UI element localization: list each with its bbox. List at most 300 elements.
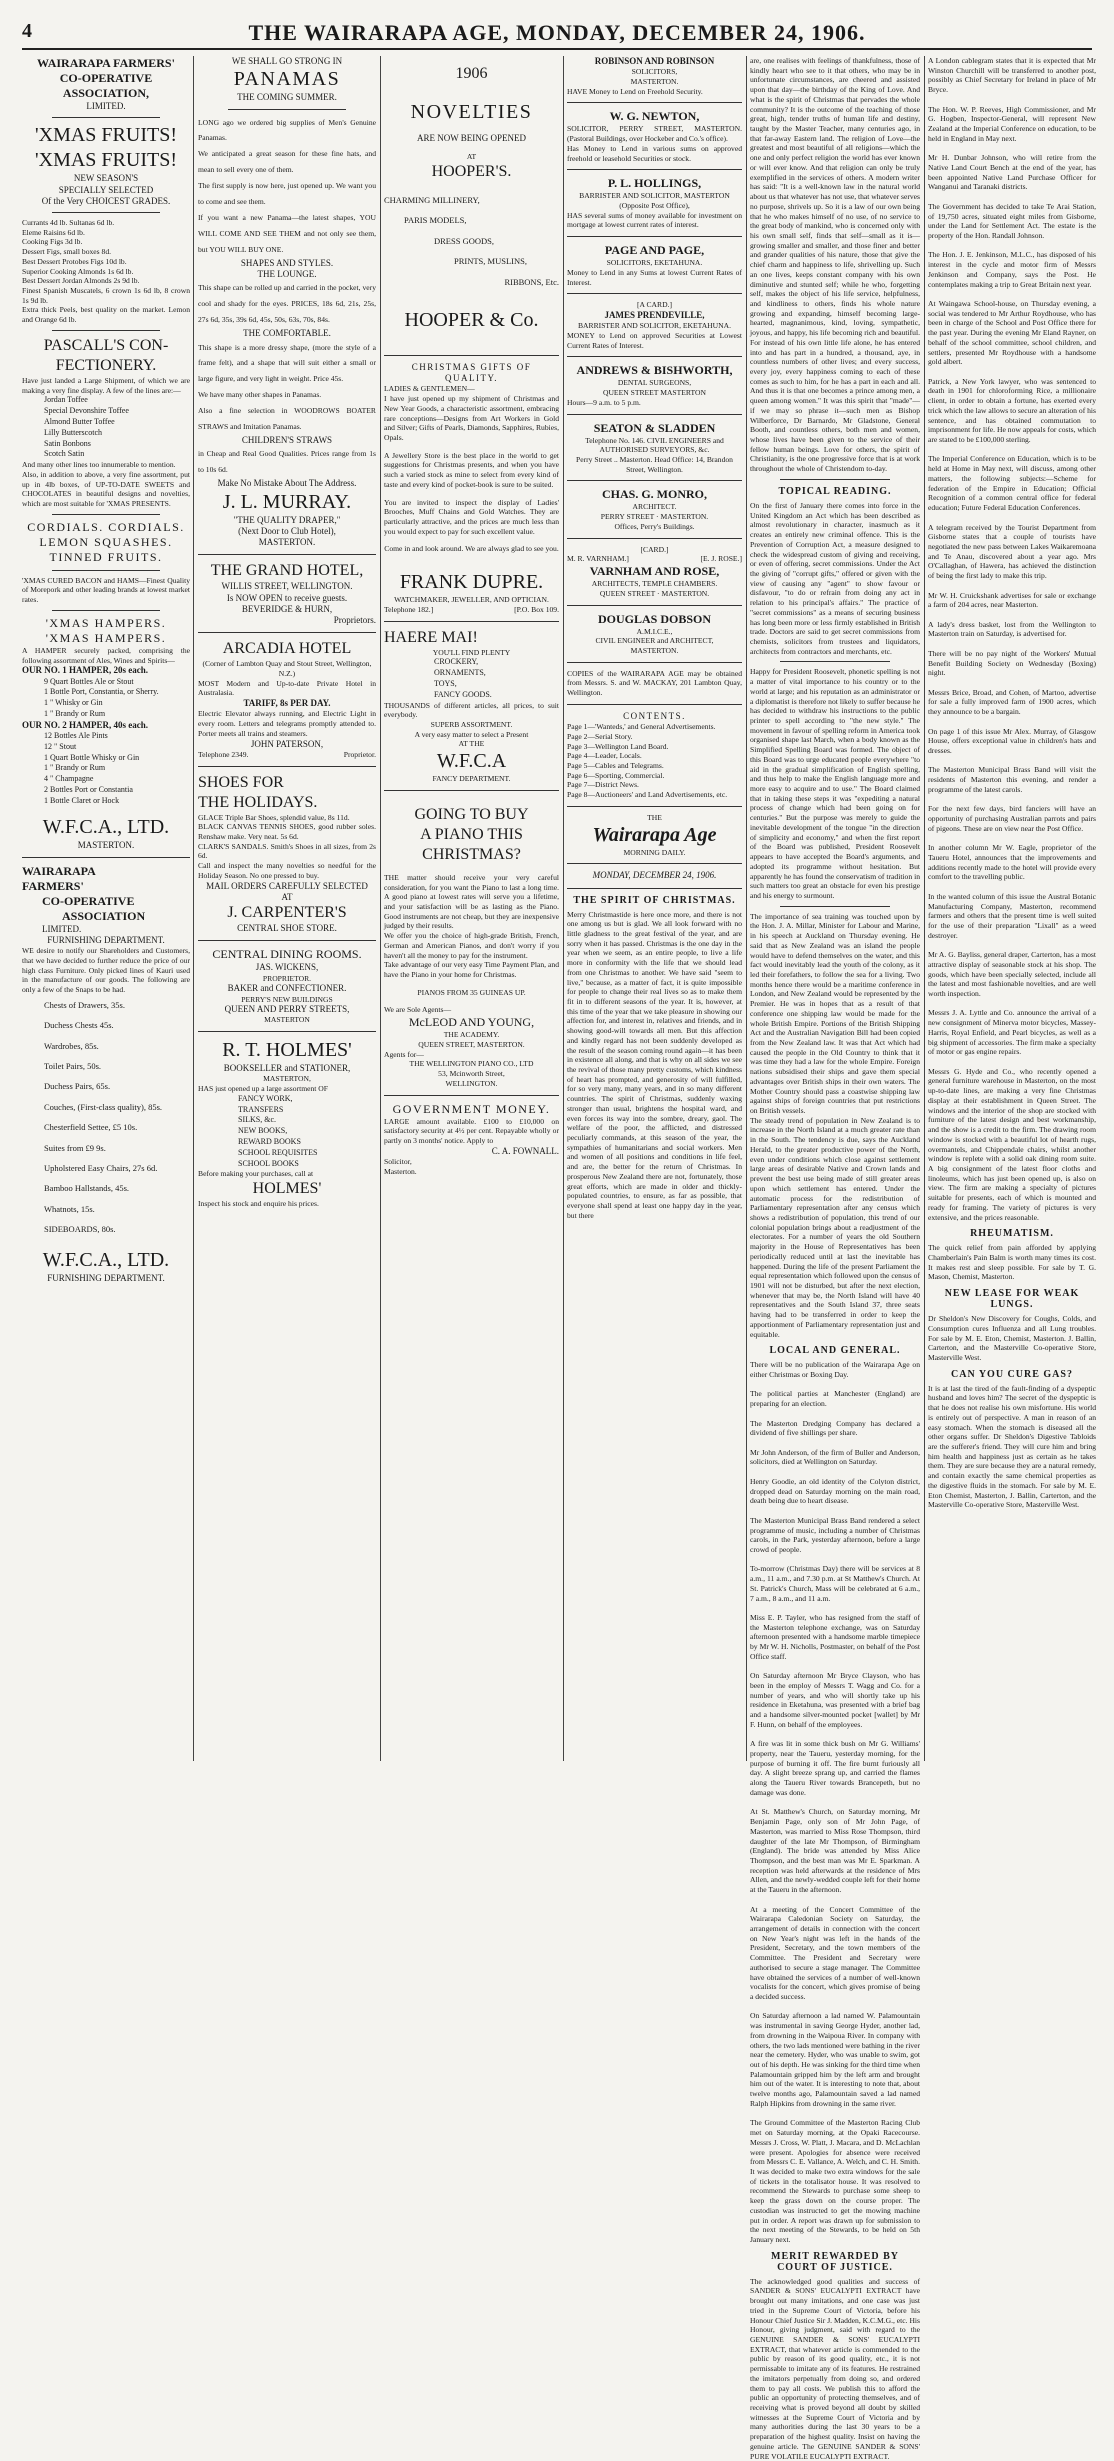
list-item: 1 Bottle Claret or Hock xyxy=(44,795,120,805)
contents-title: CONTENTS. xyxy=(623,710,686,721)
arcadia-hotel-advert xyxy=(198,639,376,759)
news-paragraphs: A London cablegram states that it is expected that Mr Winston Churchill will be transferred to another post, possibly as Chief Secretary for Ireland in place of Mr Bryce. The Hon. W. P. Reeves, High Commissioner, and Mr G. Hogben, Inspector-General, will represent New Zealand at the Imperial Conference on education, to be held in England in May next. Mr H. Dunbar Johnson, who will retire from the Native Land Court Bench at the end of the year, has been appointed Native Land Purchase Officer for Wanganui and Taranaki districts. The Government has decided to take Te Arai Station, of 19,750 acres, situated eight miles from Gisborne, under the Land for Settlement Act. The estate is the property of the Hon. Randall Johnson. The Hon. J. E. Jenkinson, M.L.C., has disposed of his interest in the cycle and motor firm of Messrs Jenkinson and Company, says the Post. He contemplates making a trip to Great Britain next year. At Waingawa School-house, on Thursday evening, a social was tendered to Mr Arthur Roydhouse, who has been in charge of the School and Post Office there for the past year. During the evening Mr Eland Rayner, on behalf of the school committee, school children, and settlers, presented Mr Roydhouse with a handsome gold albert. Patrick, a New York lawyer, who was sentenced to death in 1901 for chloroforming Rice, a millionaire client, in order to obtain a fortune, has exerted every trick which the law allows to secure an alteration of his sentence, and has obtained commutation to imprisonment for life. He now appeals for costs, which are stated to be £100,000 sterling. The Imperial Conference on Education, which is to be held at Home in May next, will discuss, among other matters, the following subjects:—Scheme for federation of the Empire in Education; Official Recognition of a common central office for federal education; Future Federal Education Conferences. A telegram received by the Tourist Department from Gisborne states that a couple of tourists have negotiated the new pass between Lakes Waikaremoana and Te Anau, discovered about a year ago. Mrs O'Callaghan, of Hawera, has achieved the distinction of being the first lady to make this trip. Mr W. H. Cruickshank advertises for sale or exchange a farm of 204 acres, near Masterton. A lady's dress basket, lost from the Wellington to Masterton train on Saturday, is advertised for. There will be no pay night of the Workers' Mutual Benefit Building Society on Wednesday (Boxing) night. Messrs Brice, Broad, and Cohen, of Martoo, advertise for sale a fully improved farm of 1900 acres, which they announce to be a bargain. On page 1 of this issue Mr Alex. Murray, of Glasgow House, offers exceptional value in children's hats and dresses. The Masterton Municipal Brass Band will visit the residents of Masterton this evening, and render a programme of the latest carols. For the next few days, bird fanciers will have an opportunity of purchasing Australian parrots and pairs of pigeons. These are on view near the Post Office. In another column Mr W. Eagle, proprietor of the Taueru Hotel, announces that the improvements and additions recently made to the hotel will provide every comfort to the travelling public. In the wanted column of this issue the Austral Botanic Manufacturing Company, Masterton, recommend farmers and others that the present time is well suited for the use of their preparation "Lixall" as a weed destroyer. Mr A. G. Bayliss, general draper, Carterton, has a most attractive display of seasonable stock at his shop. The goods, which have been specially selected, include all the latest and most fashionable novelties, and are well worth inspection. Messrs J. A. Lyttle and Co. announce the arrival of a new consignment of Minerva motor bicycles, Massey-Harris, Royal Enfield, and Pearl bicycles, as well as a big shipment of accessories. The firm make a specialty of motor or gas engine repairs. Messrs G. Hyde and Co., who recently opened a general furniture warehouse in Masterton, on the most up-to-date lines, are making a very fine Christmas display at their establishment in Queen Street. The windows and the interior of the shop are stocked with furniture of the latest design and best workmanship, and the show is a credit to the firm. The drawing room window is stocked with a beautiful lot of hearth rugs, overmantels, and Chippendale chairs, whilst another window is replete with a solid oak dining room suite. A big consignment of the latest floor cloths and linoleums, which has just been opened up, is also on view. The firm are making a specialty of pictures suitable for presents, each of which is mounted and ready for framing. The variety of pictures is very extensive, and the prices reasonable. xyxy=(928,56,1096,1222)
notice-text: Dr Sheldon's New Discovery for Coughs, Colds, and Consumption cures Influenza and all Lung troubles. For sale by M. E. Eton, Chemist, Masterton. J. Ballin, Carterton, and the Masterville Co-operative Store, Masterville West. xyxy=(928,1314,1096,1362)
ad-text: CLARK'S SANDALS. Smith's Shoes in all sizes, from 2s 6d. xyxy=(198,841,376,861)
card-line: BARRISTER AND SOLICITOR, MASTERTON (Opposite Post Office), xyxy=(579,191,730,210)
contents-item: Page 8—Auctioneers' and Land Advertisements, etc. xyxy=(567,790,728,800)
list-item: SCHOOL BOOKS xyxy=(238,1158,299,1168)
ad-word: GRAND xyxy=(245,562,303,580)
ad-signature: J. CARPENTER'S xyxy=(227,904,347,922)
list-item: DRESS GOODS, xyxy=(434,235,494,246)
government-money-advert xyxy=(384,1102,559,1177)
list-item: Couches, (First-class quality), 85s. xyxy=(44,1101,163,1112)
ad-signature: McLEOD AND YOUNG, xyxy=(408,1015,535,1030)
price-item: Currants 4d lb. Sultanas 6d lb. xyxy=(22,218,115,227)
list-item: TOYS, xyxy=(434,678,457,688)
ad-text: Call and inspect the many novelties so needful for the Holiday Season. No one pressed to buy. xyxy=(198,861,376,880)
ad-section: THE COMFORTABLE. xyxy=(243,328,331,339)
card-line: Telephone No. 146. CIVIL ENGINEERS and AUTHORISED SURVEYORS, &c. xyxy=(585,435,724,455)
card-line: SOLICITORS, xyxy=(631,67,678,77)
contents-item: Page 4—Leader, Locals. xyxy=(567,751,642,761)
list-item: Almond Butter Toffee xyxy=(44,416,115,426)
column-rule xyxy=(380,56,381,1761)
ad-headline: 'XMAS HAMPERS. xyxy=(45,630,167,645)
furniture-list xyxy=(22,995,190,1240)
ad-text: If you want a new Panama—the latest shapes, YOU WILL COME AND SEE THEM and not only see them, but YOU WILL BUY ONE. xyxy=(198,213,376,254)
ad-headline: GOVERNMENT MONEY. xyxy=(392,1101,551,1116)
varnham-card xyxy=(567,545,742,599)
contents-item: Page 5—Cables and Telegrams. xyxy=(567,760,664,770)
ad-phone: Telephone 2349. xyxy=(198,749,249,759)
ad-subheading: LIMITED. xyxy=(42,923,82,934)
hamper-title: OUR NO. 2 HAMPER, 40s each. xyxy=(22,719,148,730)
ad-location: Masterton. xyxy=(384,1166,417,1176)
article-text: The importance of sea training was touched upon by the Hon. J. A. Millar, Minister for Labour and Marine, in his speech at Auckland on Thursday evening. He said that as New Zealand was an island the people would have to defend themselves on the water, and this fact would inevitably lead the youth of the colony, as it led their forefathers, to follow the sea for a living. Two months hence there would be a maritime conference in London, and New Zealand would be represented by the Premier. He was in hopes that as a result of that conference one shipping law would be made for the whole British Empire. Portions of the British Shipping Act and the Australian Navigation Bill had been copied from the New Zealand law. It was that Act which had caused the people in the Old Country to think that it was time they had a law for the whole Empire. Foreign nations subsidised their ships and gave them special advantages over British ships in their own waters. The Mother Country should pass a coastwise shipping law against ships of foreign countries that put restrictions on British vessels. xyxy=(750,911,920,1116)
list-item: Whatnots, 15s. xyxy=(44,1203,95,1214)
dobson-card xyxy=(567,612,742,656)
list-item: 1 Quart Bottle Whisky or Gin xyxy=(44,752,140,762)
ad-line: SUPERB ASSORTMENT. xyxy=(430,719,513,729)
ad-pobox: [P.O. Box 109. xyxy=(514,604,559,614)
ad-text: We have many other shapes in Panamas. xyxy=(198,390,322,400)
ad-headline: ARCADIA HOTEL xyxy=(222,640,352,658)
column-2 xyxy=(198,56,376,1761)
card-line: QUEEN STREET · MASTERTON. xyxy=(599,588,710,598)
ad-line: AT xyxy=(466,152,477,162)
shoes-advert xyxy=(198,773,376,935)
ad-headline xyxy=(198,561,376,581)
ad-line: PIANOS FROM 35 GUINEAS UP. xyxy=(417,987,526,997)
ad-heading: FARMERS' xyxy=(22,878,84,893)
card-line: ARCHITECT. xyxy=(632,502,677,512)
list-item: 4 " Champagne xyxy=(44,774,94,784)
ad-headline: SHOES FOR xyxy=(198,773,284,791)
ad-address: (Corner of Lambton Quay and Stout Street, Wellington, N.Z.) xyxy=(202,659,372,678)
page-number: 4 xyxy=(22,20,32,42)
ad-text: Make No Mistake About The Address. xyxy=(217,478,357,489)
list-item: RIBBONS, Etc. xyxy=(504,276,559,287)
leader-text: Merry Christmastide is here once more, and there is not one among us but is glad. We all look forward with no little gladness to the great festival of the year, and are sorry when it has passed. Christmas is the one day in the year when we seem, as an entire people, to live a life more in conformity with the life that we should lead from one Christmas to another. We have said "seem to live," because, as a matter of fact, it is quite impossible for people to change their real lives so as to make them fit in to different seasons of the year. It is, however, at this time of the year that we take pleasure in showing our affection for, and interest in, relatives and friends, and in showing good-will towards all men. But this affection and kindly regard has not been suddenly developed as the result of the season coming round again—it has been in existence all along, and that is why on all sides we see the revival of those many pretty customs, which kindness of heart has prompted, and generosity of will fulfilled, for so very many, many years, and in so many different countries. The spirit of Christmas, suddenly waxing stronger than usual, brightens the hospital ward, and even forces its way into the sombre, dreary, gaol. The welfare of the poor, the afflicted, and distressed peculiarly commands, at this season of the year, the sympathies of humanitarians and social workers. Men and women of all positions and conditions in life feel, and are, the better for the return of Christmas. In prosperous New Zealand there are not, fortunately, those great efforts, which are made in older and thickly-populated countries, to ensure, as far as possible, that everyone shall spend at least one happy day in the year, but there xyxy=(567,909,742,1220)
notice-heading: CAN YOU CURE GAS? xyxy=(951,1368,1073,1380)
card-name: ROBINSON AND ROBINSON xyxy=(594,56,715,66)
list-item: REWARD BOOKS xyxy=(238,1137,301,1147)
list-item: ORNAMENTS, xyxy=(434,668,486,678)
ad-line: (Next Door to Club Hotel), xyxy=(238,525,336,536)
column-5 xyxy=(750,56,920,2461)
stationery-list xyxy=(198,1094,376,1170)
hamper-list xyxy=(22,731,190,807)
list-item: Special Devonshire Toffee xyxy=(44,406,129,416)
ad-line: JAS. WICKENS, xyxy=(255,962,319,973)
card-line xyxy=(567,554,742,564)
card-name: ANDREWS & BISHWORTH, xyxy=(576,363,733,378)
ad-heading: WAIRARAPA FARMERS' xyxy=(37,56,175,70)
ad-address: 53, Mcinworth Street, xyxy=(438,1069,505,1079)
ad-text: THE matter should receive your very careful consideration, for you want the Piano to last a long time. A good piano at lowest rates will serve you a lifetime, and your satisfaction will be as lasting as the Piano. Good instruments are not cheap, but they are inexpensive judged by their results. xyxy=(384,872,559,931)
list-item: 12 Bottles Ale Pints xyxy=(44,731,108,740)
list-item: 1 " Whisky or Gin xyxy=(44,698,103,708)
column-rule xyxy=(563,56,564,1761)
contents-item: Page 3—Wellington Land Board. xyxy=(567,741,669,751)
ad-address: WILLIS STREET, WELLINGTON. xyxy=(221,581,353,592)
list-item: 9 Quart Bottles Ale or Stout xyxy=(44,676,134,686)
card-text: MONEY to Lend on approved Securities at Lowest Current Rates of Interest. xyxy=(567,331,742,350)
card-partner: [E. J. ROSE.] xyxy=(700,554,742,564)
price-item: Extra thick Peels, best quality on the market. Lemon and Orange 6d lb. xyxy=(22,305,190,325)
ad-role: Proprietor. xyxy=(343,749,376,759)
ad-line: QUEEN AND PERRY STREETS, xyxy=(224,1004,350,1015)
monro-card xyxy=(567,487,742,531)
ad-text: BLACK CANVAS TENNIS SHOES, good rubber soles. Renshaw make. Very neat. 5s 6d. xyxy=(198,822,376,841)
andrews-card xyxy=(567,363,742,407)
ad-signature: W.F.C.A xyxy=(436,750,507,773)
notice-text: The quick relief from pain afforded by applying Chamberlain's Pain Balm is worth many times its cost. It makes rest and sleep possible. For sale by T. G. Mason, Chemist, Masterton. xyxy=(928,1243,1096,1282)
ad-department: FURNISHING DEPARTMENT. xyxy=(47,935,165,946)
ad-line: BOOKSELLER and STATIONER, xyxy=(223,1063,351,1074)
haere-list xyxy=(384,657,559,700)
ad-text: Inspect his stock and enquire his prices. xyxy=(198,1199,319,1209)
list-item: CHARMING MILLINERY, xyxy=(384,194,480,205)
ad-text: I have just opened up my shipment of Christmas and New Year Goods, a characteristic assortment, embracing rare conceptions—Designs from Art Workers in Gold and Silver; Gifts of Pearls, Diamonds, Sapphires, Rubies, Opals. xyxy=(384,394,559,443)
masthead xyxy=(22,18,1092,50)
card-line: MASTERTON. xyxy=(630,76,679,86)
grand-hotel-advert xyxy=(198,561,376,626)
card-name: DOUGLAS DOBSON xyxy=(597,611,712,626)
ad-text: 'XMAS CURED BACON and HAMS—Finest Quality of Morepork and other leading brands at lowest market rates. xyxy=(22,575,190,605)
ad-heading: WAIRARAPA xyxy=(22,863,96,878)
ad-text: MOST Modern and Up-to-date Private Hotel in Australasia. xyxy=(198,678,376,698)
list-item: SILKS, &c. xyxy=(238,1115,276,1125)
ad-line: BEVERIDGE & HURN, xyxy=(241,603,333,614)
hooper-lines xyxy=(384,190,559,292)
list-item: Wardrobes, 85s. xyxy=(44,1040,99,1051)
ad-headline: A PIANO THIS xyxy=(420,825,523,843)
fruit-price-list xyxy=(22,218,190,325)
list-item: Suites from £9 9s. xyxy=(44,1142,106,1153)
leader-heading: THE SPIRIT OF CHRISTMAS. xyxy=(573,894,736,906)
card-text: Money to Lend in any Sums at lowest Current Rates of Interest. xyxy=(567,267,742,287)
card-line: QUEEN STREET MASTERTON xyxy=(602,388,707,398)
confectionery-list xyxy=(22,395,190,460)
card-line: Offices, Perry's Buildings. xyxy=(614,521,695,531)
card-line: SOLICITOR, PERRY STREET, MASTERTON. (Pastoral Buildings, over Hockeber and Co.'s office). xyxy=(567,124,742,144)
card-name: SEATON & SLADDEN xyxy=(593,420,716,435)
ad-phone: Telephone 182.] xyxy=(384,604,434,614)
notice-heading: RHEUMATISM. xyxy=(970,1228,1054,1240)
ad-name: HOOPER'S. xyxy=(431,162,512,180)
ad-signature: W.F.C.A., LTD. xyxy=(42,1248,170,1271)
card-line: Perry Street .. Masterton. Head Office: 14, Brandon Street, Wellington. xyxy=(576,455,733,474)
card-name: CHAS. G. MONRO, xyxy=(602,487,707,502)
ad-text: The first supply is now here, just opened up. We want you to come and see them. xyxy=(198,181,376,207)
ad-text: THOUSANDS of different articles, all prices, to suit everybody. xyxy=(384,700,559,720)
list-item: 1 " Brandy or Rum xyxy=(44,708,106,718)
price-item: Best Dessert Protobes Figs 10d lb. xyxy=(22,256,127,266)
ad-text: This shape is a more dressy shape, (more the style of a frame felt), and a shape that will suit either a small or large figure, and very light in weight. Price 45s. xyxy=(198,342,376,384)
merit-heading: MERIT REWARDED BY COURT OF JUSTICE. xyxy=(771,2250,899,2273)
hamper-list xyxy=(22,677,190,720)
nameplate: Wairarapa Age xyxy=(592,823,717,846)
ad-line: YOU'LL FIND PLENTY xyxy=(432,647,511,657)
ad-line xyxy=(384,605,559,615)
newton-card xyxy=(567,109,742,163)
list-item: Toilet Pairs, 50s. xyxy=(44,1061,102,1072)
contents-box xyxy=(567,711,742,800)
ad-line: THE ACADEMY. xyxy=(443,1030,500,1040)
ad-text: You are invited to inspect the display of Ladies' Brooches, Muff Chains and Gold Watches. They are particularly attractive, and the prices are much less than you would expect to pay for such excellent value. xyxy=(384,497,559,536)
ad-line: NEW SEASON'S xyxy=(73,173,139,184)
ad-text: in Cheap and Real Good Qualities. Prices range from 1s to 10s 6d. xyxy=(198,449,376,475)
list-item: 12 " Stout xyxy=(44,741,77,751)
local-general-heading: LOCAL AND GENERAL. xyxy=(769,1345,901,1357)
list-item: 1 " Brandy or Rum xyxy=(44,763,106,773)
ad-location: WELLINGTON. xyxy=(445,1078,498,1088)
card-text: HAVE Money to Lend on Freehold Security. xyxy=(567,86,703,96)
piano-advert xyxy=(384,797,559,1089)
ad-signature: FRANK DUPRE. xyxy=(399,571,544,594)
ad-headline: PANAMAS xyxy=(233,68,341,91)
article-text: Happy for President Roosevelt, phonetic spelling is not a matter of vital importance to his country or to the world at large; and his reputation as an administrator or a diplomatist is therefore not likely to suffer because he has decided to withdraw his instructions to the public printer to spell according to "the new style." The movement in favour of spelling reform in America took organised shape last March, when a body known as the Simplified Spelling Board was formed. The object of this Board was to urge educated people everywhere "to aid in the gradual simplification of English spelling, and thus help to make the English language more and more easy to acquire and to use." The Board claimed that in taking these steps it was "expediting a natural process of change which had been going on for centuries." But the purpose was merely to guide the inevitable development of the tongue "in the direction of simplicity and economy," and when the first report of the Board was published, President Roosevelt appears to have accepted the Board's arguments, and adopted its programme without hesitation. But apparently he has found the conservatism of tradition in such matters too great an obstacle for even his prestige and his energy to surmount. xyxy=(750,667,920,900)
ad-line: Solicitor, xyxy=(384,1156,412,1166)
list-item: Duchess Chests 45s. xyxy=(44,1020,114,1031)
panama-advert xyxy=(198,56,376,548)
ad-line: PROPRIETOR. xyxy=(262,973,312,983)
ad-line: AT xyxy=(281,891,293,902)
ad-line: We are Sole Agents— xyxy=(384,1005,452,1015)
list-item: Scotch Satin xyxy=(44,449,85,459)
holmes-advert xyxy=(198,1038,376,1209)
list-item: 2 Bottles Port or Constantia xyxy=(44,784,133,794)
ad-line: BAKER and CONFECTIONER. xyxy=(227,983,347,994)
ad-subheading: THE COMING SUMMER. xyxy=(237,92,337,103)
haere-mai-advert xyxy=(384,628,559,784)
ad-text: Electric Elevator always running, and Electric Light in every room. Letters and telegrams promptly attended to. Porter meets all trains and steamers. xyxy=(198,709,376,738)
card-line: SOLICITORS, EKETAHUNA. xyxy=(606,258,703,268)
ad-line: Of the Very CHOICEST GRADES. xyxy=(41,195,171,206)
page-card xyxy=(567,243,742,287)
ad-department: FURNISHING DEPARTMENT. xyxy=(47,1272,165,1283)
ad-text: Come in and look around. We are always glad to see you. xyxy=(384,544,559,554)
column-3 xyxy=(384,56,559,1761)
ad-text: A HAMPER securely packed, comprising the following assortment of Ales, Wines and Spirits— xyxy=(22,645,190,665)
ad-text: HAS just opened up a large assortment OF xyxy=(198,1084,328,1094)
ad-headline: CENTRAL DINING ROOMS. xyxy=(212,947,362,962)
card-line: PERRY STREET · MASTERTON. xyxy=(600,512,709,522)
ad-text: LARGE amount available. £100 to £10,000 on satisfactory security at 4½ per cent. Repayable wholly or partly on 3 months' notice. Apply to xyxy=(384,1116,559,1145)
ad-text: Also, in addition to above, a very fine assortment, put up in 4lb boxes, of UP-TO-DATE SWEETS and CHOCOLATES in beautiful designs and novelties, which are most suitable for 'XMAS PRESENTS. xyxy=(22,469,190,508)
notice-text: It is at last the tired of the fault-finding of a dyspeptic husband and loves him? The secret of the dyspeptic is that he does not realise his own misfortune. His world is entirely out of perspective. A man in reason of an easy stomach. When the stomach is diseased all the other organs suffer. Dr Sheldon's Digestive Tabloids are the sufferer's friend. They will cure him and bring him health and happiness just as certain as he takes them. They are sure because they are a natural remedy, and contain exactly the same chemical properties as the digestive fluids in the stomach. For sale by M. E. Eton Chemist, Masterton, J. Ballin, Carterton, and the Masterville Co-operative Store, Masterville West. xyxy=(928,1383,1096,1510)
ad-year: 1906 xyxy=(455,65,488,82)
list-item: SCHOOL REQUISITES xyxy=(238,1147,318,1157)
wfca-furnishing-advert xyxy=(22,864,190,1284)
card-name: PAGE AND PAGE, xyxy=(604,243,705,258)
ad-line: WATCHMAKER, JEWELLER, AND OPTICIAN. xyxy=(394,595,549,605)
article-text: On the first of January there comes into force in the United Kingdom an Act which has been described as almost revolutionary in character, inasmuch as it creates an entirely new criminal offence. This is the Prevention of Corruption Act, a measure designed to check the widespread custom of giving and receiving, or even of offering, secret commissions. Under the Act the giving of "corrupt gifts," offered or given with the view of causing any "agent" to show favour or disfavour, "to do or refrain from doing any act in relation to his principal's affairs." The practice of "secret commissions" as a means of securing business has long been more or less firmly established in British trade. Doctors are said to get secret commissions from chemists, solicitors from trustees and liquidators, architects from contractors and merchants, etc. xyxy=(750,500,920,656)
list-item: FANCY WORK, xyxy=(238,1093,293,1103)
list-item: SIDEBOARDS, 80s. xyxy=(44,1224,116,1235)
column-6 xyxy=(928,56,1096,1761)
ad-line: THE WELLINGTON PIANO CO., LTD xyxy=(409,1059,534,1069)
ad-headline: PASCALL'S CON- xyxy=(43,336,169,354)
ad-line xyxy=(198,750,376,760)
ad-subheading: LIMITED. xyxy=(86,101,126,111)
list-item: NEW BOOKS, xyxy=(238,1126,288,1136)
ad-headline: 'XMAS HAMPERS. xyxy=(45,615,167,630)
wfca-fruit-advert xyxy=(22,56,190,851)
ad-line: A very easy matter to select a Present xyxy=(414,729,529,739)
list-item: Upholstered Easy Chairs, 27s 6d. xyxy=(44,1163,158,1174)
card-line: DENTAL SURGEONS, xyxy=(617,378,692,388)
list-item: CROCKERY, xyxy=(434,657,479,667)
ad-headline: NOVELTIES xyxy=(410,101,533,123)
ad-word: HOTEL, xyxy=(306,562,364,580)
ad-headline: CORDIALS. CORDIALS. xyxy=(27,519,185,534)
ad-text: And many other lines too innumerable to mention. xyxy=(22,460,176,470)
ad-line: JOHN PATERSON, xyxy=(250,738,324,749)
contents-item: Page 2—Serial Story. xyxy=(567,731,633,741)
ad-headline: 'XMAS FRUITS! xyxy=(35,124,177,147)
ad-line: AT THE xyxy=(458,739,485,749)
contents-item: Page 1—'Wanteds,' and General Advertisements. xyxy=(567,722,716,732)
card-line: MASTERTON. xyxy=(630,645,679,655)
list-item: Chests of Drawers, 35s. xyxy=(44,999,125,1010)
ad-headline: GOING TO BUY xyxy=(414,805,529,823)
ad-headline: QUALITY. xyxy=(444,373,499,384)
price-item: Dessert Figs, small boxes 8d. xyxy=(22,247,112,257)
ad-location: MASTERTON. xyxy=(258,537,316,547)
ad-tariff: TARIFF, 8s PER DAY. xyxy=(243,698,331,709)
ad-heading: CO-OPERATIVE xyxy=(42,893,135,908)
ad-text: We anticipated a great season for these fine hats, and mean to sell every one of them. xyxy=(198,149,376,175)
card-line: Hours—9 a.m. to 5 p.m. xyxy=(567,397,641,407)
card-name: P. L. HOLLINGS, xyxy=(607,176,702,191)
ad-line: Agents for— xyxy=(384,1049,424,1059)
card-line: A.M.I.C.E., xyxy=(636,626,673,636)
ad-headline: TINNED FRUITS. xyxy=(49,549,163,564)
ad-line: CENTRAL SHOE STORE. xyxy=(237,923,337,934)
list-item: 1 Bottle Port, Constantia, or Sherry. xyxy=(44,687,159,697)
ad-line: ARE NOW BEING OPENED xyxy=(416,133,527,143)
ad-line: Proprietors. xyxy=(333,615,376,625)
dupre-advert xyxy=(384,362,559,615)
card-line: BARRISTER AND SOLICITOR, EKETAHUNA. xyxy=(577,321,732,331)
column-4 xyxy=(567,56,742,1761)
ad-location: MASTERTON, xyxy=(263,1074,311,1084)
price-item: Finest Spanish Muscatels, 6 crown 1s 6d lb, 8 crown 1s 9d lb. xyxy=(22,286,190,305)
ad-section: CHILDREN'S STRAWS xyxy=(241,435,333,446)
prendeville-card xyxy=(567,300,742,350)
ad-word: THE xyxy=(210,562,242,580)
newspaper-title: THE WAIRARAPA AGE, MONDAY, DECEMBER 24, 1906. xyxy=(248,20,866,45)
ad-address: QUEEN STREET, MASTERTON. xyxy=(418,1039,525,1049)
list-item: Duchess Pairs, 65s. xyxy=(44,1081,111,1092)
ad-heading: CO-OPERATIVE ASSOCIATION, xyxy=(59,71,153,100)
list-item: PRINTS, MUSLINS, xyxy=(454,256,527,267)
ad-text: GLACE Triple Bar Shoes, splendid value, 8s 11d. xyxy=(198,812,350,822)
column-rule xyxy=(924,56,925,1761)
ad-text: Before making your purchases, call at xyxy=(198,1169,314,1179)
ad-salutation: LADIES & GENTLEMEN— xyxy=(384,384,475,394)
price-item: Cooking Figs 3d lb. xyxy=(22,237,83,247)
ad-intro: WE SHALL GO STRONG IN xyxy=(231,56,343,66)
ad-line: SPECIALLY SELECTED xyxy=(58,184,154,195)
seaton-card xyxy=(567,421,742,475)
notice-heading: NEW LEASE FOR WEAK LUNGS. xyxy=(944,1288,1080,1311)
ad-text: Take advantage of our very easy Time Payment Plan, and have the Piano in your home for Christmas. xyxy=(384,960,559,980)
list-item: Satin Bonbons xyxy=(44,438,91,448)
ad-text: Have just landed a Large Shipment, of which we are making a very fine display. A few of the lines are:— xyxy=(22,375,190,395)
card-name: JAMES PRENDEVILLE, xyxy=(604,310,705,321)
list-item: TRANSFERS xyxy=(238,1104,284,1114)
merit-text: The acknowledged good qualities and success of SANDER & SONS' EUCALYPTI EXTRACT have brought out many imitations, and one case was just tried in the Supreme Court of Victoria, before his Honour Chief Justice Sir J. Madden, K.C.M.G., etc. His Honour, giving judgment, said with regard to the GENUINE SANDER & SONS' EUCALYPTI EXTRACT, that whatever article is commended to the public by reason of its good quality, etc., it is not permissable to imitate any of its features. He restrained the imitators perpetually from doing so, and ordered them to pay all costs. We publish this to afford the public an opportunity of protecting themselves, and of receiving what is proved beyond all doubt by skilled witnesses at the Supreme Court of Victoria and by many authorities during the last 30 years to be a preparation of the highest quality. Insist on having the genuine article. The GENUINE SANDER & SONS' PURE VOLATILE EUCALYPTI EXTRACT. xyxy=(750,2276,920,2461)
ad-headline: LEMON SQUASHES. xyxy=(39,534,173,549)
local-general-text: There will be no publication of the Wairarapa Age on either Christmas or Boxing Day. The political parties at Manchester (England) are preparing for an election. The Masterton Dredging Company has declared a dividend of five shillings per share. Mr John Anderson, of the firm of Buller and Anderson, solicitors, died at Wellington on Saturday. Henry Goodie, an old identity of the Colyton district, dropped dead on Saturday morning on the main road, death being due to heart disease. The Masterton Municipal Brass Band rendered a select programme of music, including a number of Christmas carols, in the Park, yesterday afternoon, before a large crowd of people. To-morrow (Christmas Day) there will be services at 8 a.m., 11 a.m., and 7.30 p.m. at St Matthew's Church. At St. Patrick's Church, Mass will be celebrated at 6 a.m., 7 a.m., 8 a.m., and 11 a.m. Miss E. P. Tayler, who has resigned from the staff of the Masterton telephone exchange, was on Saturday afternoon presented with a handsome marble timepiece by Mr W. H. Nicholls, Postmaster, on behalf of the Post Office staff. On Saturday afternoon Mr Bryce Clayson, who has been in the employ of Messrs T. Wagg and Co. for a number of years, and who will shortly take up his residence in Eketahuna, was presented with a brief bag and a handsome silver-mounted pocket [wallet] by Mr F. Hunn, on behalf of the employees. A fire was lit in some thick bush on Mr G. Williams' property, near the Taueru, yesterday morning, for the purpose of burning it off. The fire burnt furiously all day. A slight breeze sprang up, and carried the flames along the Taueru River towards Brancepeth, but no damage was done. At St. Matthew's Church, on Saturday morning, Mr Benjamin Page, only son of Mr John Page, of Masterton, was married to Miss Rose Thompson, third daughter of the late Mr Thompson, of Birmingham (England). The bride was attended by Miss Alice Thompson, and the best man was Mr E. Sparkman. A reception was held afterwards at the residence of Mrs Allen, and the newly-wedded couple left for their home at the Taueru in the afternoon. At a meeting of the Concert Committee of the Wairarapa Caledonian Society on Saturday, the arrangement of details in connection with the concert on New Year's night was left in the hands of the President, Secretary, and the town members of the Committee. The President and Secretary were authorised to secure a stage manager. The Committee have obtained the services of a number of well-known vocalists for the concert, which gives promise of being a decided success. On Saturday afternoon a lad named W. Palamountain was instrumental in saving George Hyder, another lad, from drowning in the Waipoua River. In company with others, the two lads mentioned were bathing in the river near the cemetery. Hyder, who was unable to swim, got out of his depth. He was sinking for the third time when Palamountain gripped him by the left arm and brought him out of the water. It is interesting to note that, about twelve months ago, Palamountain saved a lad named Ralph Hipkins from drowning in the same river. The Ground Committee of the Masterton Racing Club met on Saturday morning, at the Opaki Racecourse. Messrs J. Cross, W. Platt, J. Macara, and D. McLachlan were present. Apologies for absence were received from Messrs C. E. Vallance, A. Welch, and C. H. Smith. It was decided to make two extra windows for the sale of tickets in the totalisator house. It was resolved to recommend the Stewards to purchase some sheep to keep the grass down on the course proper. The custodian was instructed to get the mowing machine put in order. A report was drawn up for submission to the next meeting of the Stewards, to be held on 5th January next. xyxy=(750,1360,920,2244)
ad-signature: C. A. FOWNALL. xyxy=(491,1145,559,1156)
ad-department: FANCY DEPARTMENT. xyxy=(432,774,511,784)
ad-headline: R. T. HOLMES' xyxy=(222,1039,352,1062)
list-item: Lilly Butterscotch xyxy=(44,427,102,437)
price-item: Eleme Raisins 6d lb. xyxy=(22,227,85,237)
ad-headline: FECTIONERY. xyxy=(55,356,157,374)
robinson-card xyxy=(567,56,742,96)
ad-line: "THE QUALITY DRAPER," xyxy=(233,514,341,525)
nameplate-sub: MORNING DAILY. xyxy=(623,847,686,857)
ad-headline: CHRISTMAS GIFTS OF xyxy=(411,361,532,372)
list-item: PARIS MODELS, xyxy=(404,215,467,226)
list-item: Chesterfield Settee, £5 10s. xyxy=(44,1122,138,1133)
ad-signature: HOLMES' xyxy=(252,1180,322,1198)
card-text: HAS several sums of money available for investment on mortgage at lowest current rates of interest. xyxy=(567,210,742,230)
ad-location: MASTERTON. xyxy=(77,839,135,850)
card-tag: [CARD.] xyxy=(640,544,669,554)
hollings-card xyxy=(567,176,742,230)
ad-text: WE desire to notify our Shareholders and Customers, that we have decided to further reduce the price of our high class Furniture. Only picked lines of Kauri used in the manufacture of our goods. The following are only a few of the Snaps to be had. xyxy=(22,946,190,995)
leader-text-continued: are, one realises with feelings of thankfulness, those of kindly heart who see to it that others, who may be in unfortunate circumstances, are cheered and assisted upon that day—the birthday of the King of Love. And what is the spirit of Christmas that pervades the whole community? It is the outcome of the teaching of those great, high, tender truths of human life and destiny, taught by the Master Teacher, many centuries ago, in that far-away Eastern land. The religion of Love—the greatest and most beautiful of all religions—which the one and only perfect religion the world has ever known or will ever know. And that religion can only be truly exemplified in the services of others. A modern writer has said: "It is a well-known law in the natural world about us that whatever has not use, that whatever serves no purpose, shrivels up. So it is a law of our own being that he who makes himself of no use, of no service to the great body of mankind, who is concerned only with his own small self, finds that self—small as it is—growing smaller and smaller, and those finer and better and grander qualities of his nature, those that give the chief charm and happiness to life, shrivelling up. Such an one lives, keeps constant company with his own diminutive and stunted self; while he who, forgetting self, makes the object of his life service, helpfulness, and kindliness to others, finds his whole nature growing and expanding, himself becoming large-hearted, magnanimous, kind, loving, sympathetic, joyous, and happy, his life becoming rich and beautiful. For instead of his own little life alone, he has entered into and has part in a hundred, a thousand, aye, in countless numbers of other lives; and every success, every joy, every happiness coming to each of these comes as such to him, for he has a part in each and all. And thus it is that one becomes a prince among men, a queen among women." It was this spirit that "made"—if we may so phrase it—such men as Bishop Wilberforce, Dr Barnardo, Mr Gladstone, General Booth, and countless others, both men and women, whose lives have been given to the service of their fellow human beings. Love for others, the spirit of Christianity, is the one progressive force that is at work throughout the whole of Christendom to-day. xyxy=(750,56,920,474)
ad-headline: 'XMAS FRUITS! xyxy=(35,149,177,172)
ad-line: PERRY'S NEW BUILDINGS xyxy=(241,994,333,1004)
ad-signature: HOOPER & Co. xyxy=(404,308,539,331)
card-tag: [A CARD.] xyxy=(636,300,673,310)
hamper-title: OUR NO. 1 HAMPER, 20s each. xyxy=(22,665,148,676)
ad-text: Also a fine selection in WOODROWS BOATER STRAWS and Imitation Panamas. xyxy=(198,406,376,432)
ad-signature: J. L. MURRAY. xyxy=(222,490,352,513)
article-text: The steady trend of population in New Zealand is to increase in the North Island at a much greater rate than in the South. The tendency is due, says the Auckland Herald, to the greater productive power of the North, even under conditions which close against settlement large areas of desirable Native and Crown lands and prevent the best use being made of still greater areas upon which settlement has entered. Under the automatic process for the redistribution of Parliamentary representation after any census which shows a redistribution of population, this trend of our colonial population brings about a readjustment of the electorates. For a number of years the old Southern majority in the House of Representatives has been periodically reduced until at last the inevitable has happened. During the life of the present Parliament the equal representation which followed upon the census of 1901 will not be disturbed, but after the next election, whenever that may be, the North Island will have 40 representatives and the South Island 37, three seats having had to be transferred in order to keep the apportionment of Parliamentary representation just and equitable. xyxy=(750,1115,920,1339)
card-name: VARNHAM AND ROSE, xyxy=(589,564,720,579)
card-line: ARCHITECTS, TEMPLE CHAMBERS. xyxy=(591,579,718,589)
card-name: W. G. NEWTON, xyxy=(609,109,700,124)
contents-item: Page 6—Sporting, Commercial. xyxy=(567,770,665,780)
ad-text: Is NOW OPEN to receive guests. xyxy=(226,592,348,603)
topical-heading: TOPICAL READING. xyxy=(778,485,892,497)
nameplate-article: THE xyxy=(647,812,662,822)
dining-rooms-advert xyxy=(198,947,376,1025)
ad-text: This shape can be rolled up and carried in the pocket, very cool and shady for the eyes. PRICES, 18s 6d, 21s, 25s, 27s 6d, 35s, 39s 6d, 45s, 50s, 63s, 70s, 84s. xyxy=(198,283,376,325)
ad-text: We offer you the choice of high-grade British, French, German and American Pianos, and don't worry if you haven't all the money to pay for the instrument. xyxy=(384,931,559,960)
column-rule xyxy=(746,56,747,1761)
price-item: Superior Cooking Almonds 1s 6d lb. xyxy=(22,266,134,276)
ad-text: A Jewellery Store is the best place in the world to get suggestions for Christmas presents, and when you have such a varied stock as mine to select from every kind of taste and every kind of pocket-book is sure to be suited. xyxy=(384,450,559,489)
copies-notice: COPIES of the WAIRARAPA AGE may be obtained from Messrs. S. and W. MACKAY, 201 Lambton Quay, Wellington. xyxy=(567,668,742,698)
column-rule xyxy=(193,56,194,1761)
ad-section: THE LOUNGE. xyxy=(257,269,317,280)
ad-headline: HAERE MAI! xyxy=(384,628,478,646)
ad-signature: W.F.C.A., LTD. xyxy=(42,815,170,838)
hooper-advert xyxy=(384,56,559,349)
ad-heading: ASSOCIATION xyxy=(62,908,146,923)
card-partner: M. R. VARNHAM.] xyxy=(567,554,629,564)
ad-headline: CHRISTMAS? xyxy=(422,845,521,863)
list-item: Bamboo Hallstands, 45s. xyxy=(44,1183,129,1194)
